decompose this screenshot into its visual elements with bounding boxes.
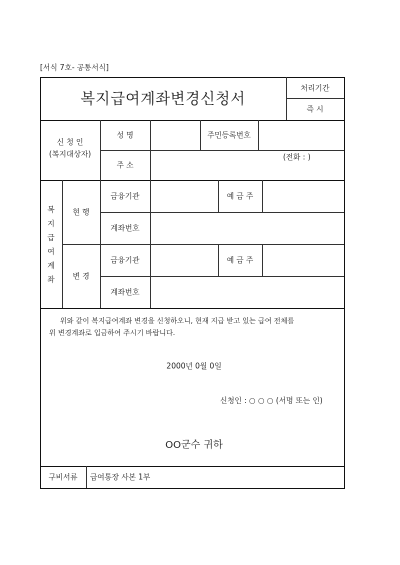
account-no-label-changed: 계좌번호	[110, 287, 140, 297]
form-border-bottom	[40, 488, 345, 489]
form-code: [서식 7호- 공통서식]	[40, 63, 109, 72]
statement-line-1: 위와 같이 복지급여계좌 변경을 신청하오니, 현재 지급 받고 있는 급여 전체를	[60, 317, 295, 325]
signature-line: 신청인 : ○ ○ ○ (서명 또는 인)	[220, 396, 323, 405]
address-label: 주 소	[116, 160, 134, 170]
current-label: 현 행	[72, 207, 90, 217]
application-date: 2000년 0월 0일	[166, 361, 222, 371]
account-no-label-current: 계좌번호	[110, 223, 140, 233]
required-docs-value: 급여통장 사본 1부	[90, 472, 151, 482]
applicant-label: 신 청 인	[56, 137, 84, 147]
processing-period-label: 처리기간	[300, 83, 330, 93]
name-label: 성 명	[116, 130, 134, 140]
form-border-right	[344, 77, 345, 489]
phone-label: (전화 : )	[283, 152, 311, 162]
required-docs-label: 구비서류	[48, 472, 78, 482]
addressee: OO군수 귀하	[165, 440, 223, 451]
bank-label-changed: 금융기관	[110, 255, 140, 265]
applicant-sub-label: (복지대상자)	[48, 149, 92, 159]
welfare-account-label: 복지급여계좌	[47, 205, 55, 284]
processing-period-value: 즉 시	[306, 104, 324, 114]
bank-label-current: 금융기관	[110, 191, 140, 201]
depositor-label-changed: 예 금 주	[226, 255, 254, 265]
form-title: 복지급여계좌변경신청서	[80, 89, 246, 108]
changed-label: 변 경	[72, 271, 90, 281]
form-border-left	[40, 77, 41, 489]
resident-id-label: 주민등록번호	[207, 130, 251, 140]
depositor-label-current: 예 금 주	[226, 191, 254, 201]
statement-line-2: 위 변경계좌로 입금하여 주시기 바랍니다.	[49, 329, 176, 337]
form-border-top	[40, 77, 345, 78]
